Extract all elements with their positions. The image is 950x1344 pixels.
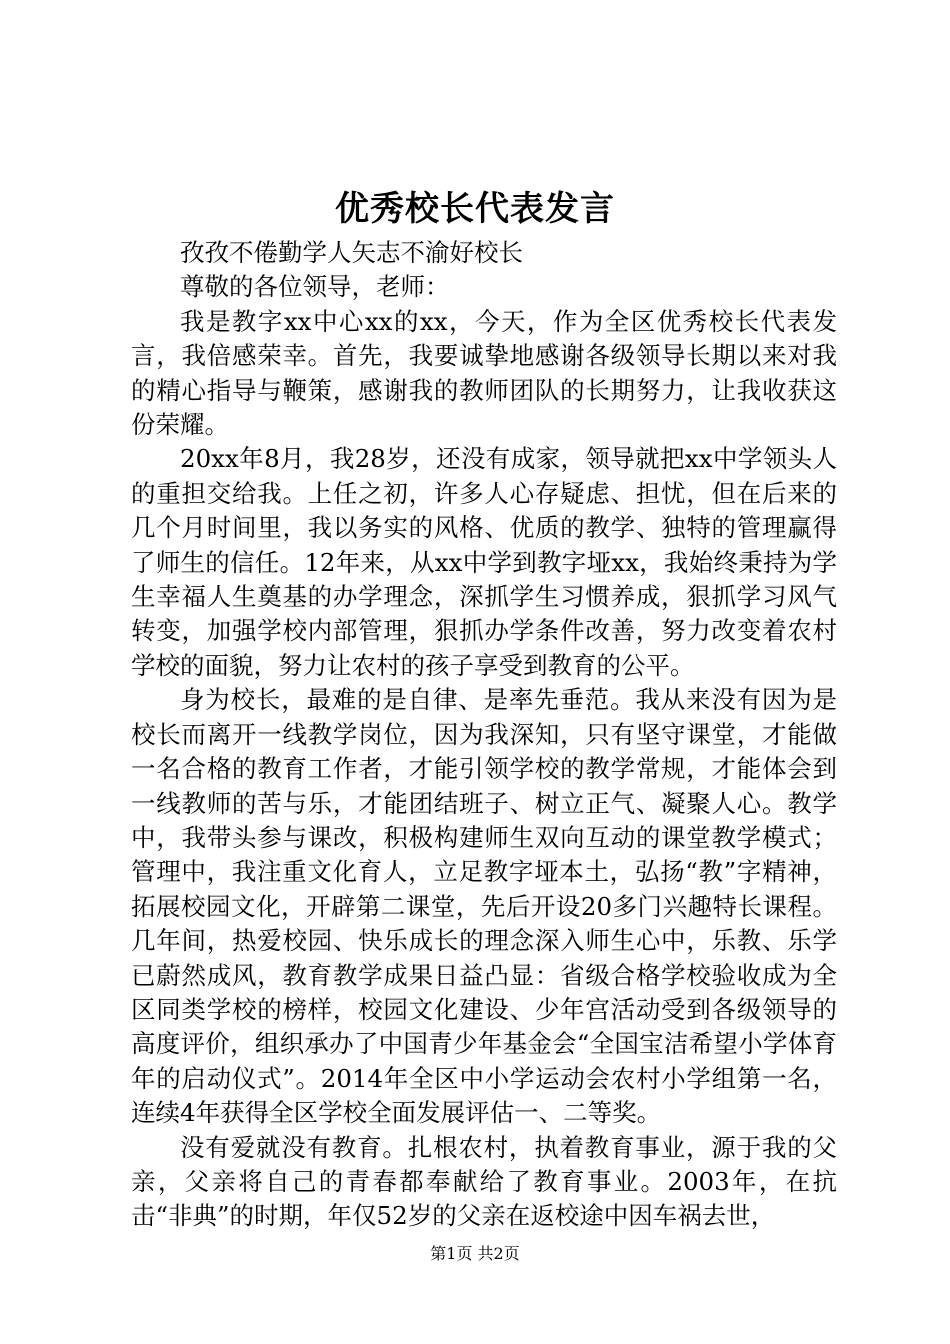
- subtitle-paragraph: 孜孜不倦勤学人矢志不渝好校长: [180, 238, 523, 267]
- document-body: [131, 236, 837, 1234]
- body-paragraph: 20xx年8月，我28岁，还没有成家，领导就把xx中学领头人的重担交给我。上任之初，许多人心存疑虑、担忧，但在后来的几个月时间里，我以务实的风格、优质的教学、独特的管理赢得了师生的信任。12年来，从xx中学到教字垭xx，我始终秉持为学生幸福人生奠基的办学理念，深抓学生习惯养成，狠抓学习风气转变，加强学校内部管理，狠抓办学条件改善，努力改变着农村学校的面貌，努力让农村的孩子享受到教育的公平。: [131, 444, 837, 680]
- body-paragraph: 身为校长，最难的是自律、是率先垂范。我从来没有因为是校长而离开一线教学岗位，因为我深知，只有坚守课堂，才能做一名合格的教育工作者，才能引领学校的教学常规，才能体会到一线教师的苦与乐，才能团结班子、树立正气、凝聚人心。教学中，我带头参与课改，积极构建师生双向互动的课堂教学模式；管理中，我注重文化育人，立足教字垭本土，弘扬“教”字精神，拓展校园文化，开辟第二课堂，先后开设20多门兴趣特长课程。几年间，热爱校园、快乐成长的理念深入师生心中，乐教、乐学已蔚然成风，教育教学成果日益凸显：省级合格学校验收成为全区同类学校的榜样，校园文化建设、少年宫活动受到各级领导的高度评价，组织承办了中国青少年基金会“全国宝洁希望小学体育年的启动仪式”。2014年全区中小学运动会农村小学组第一名，连续4年获得全区学校全面发展评估一、二等奖。: [131, 685, 837, 1128]
- body-paragraph: 没有爱就没有教育。扎根农村，执着教育事业，源于我的父亲，父亲将自己的青春都奉献给了教育事业。2003年，在抗击“非典”的时期，年仅52岁的父亲在返校途中因车祸去世，: [131, 1132, 837, 1231]
- document-title: 优秀校长代表发言: [335, 189, 615, 229]
- salutation-paragraph: 尊敬的各位领导，老师：: [180, 272, 450, 302]
- body-paragraph: 我是教字xx中心xx的xx，今天，作为全区优秀校长代表发言，我倍感荣幸。首先，我要诚挚地感谢各级领导长期以来对我的精心指导与鞭策，感谢我的教师团队的长期努力，让我收获这份荣耀。: [131, 306, 837, 440]
- page-number-footer: 第1页 共2页: [430, 1244, 520, 1263]
